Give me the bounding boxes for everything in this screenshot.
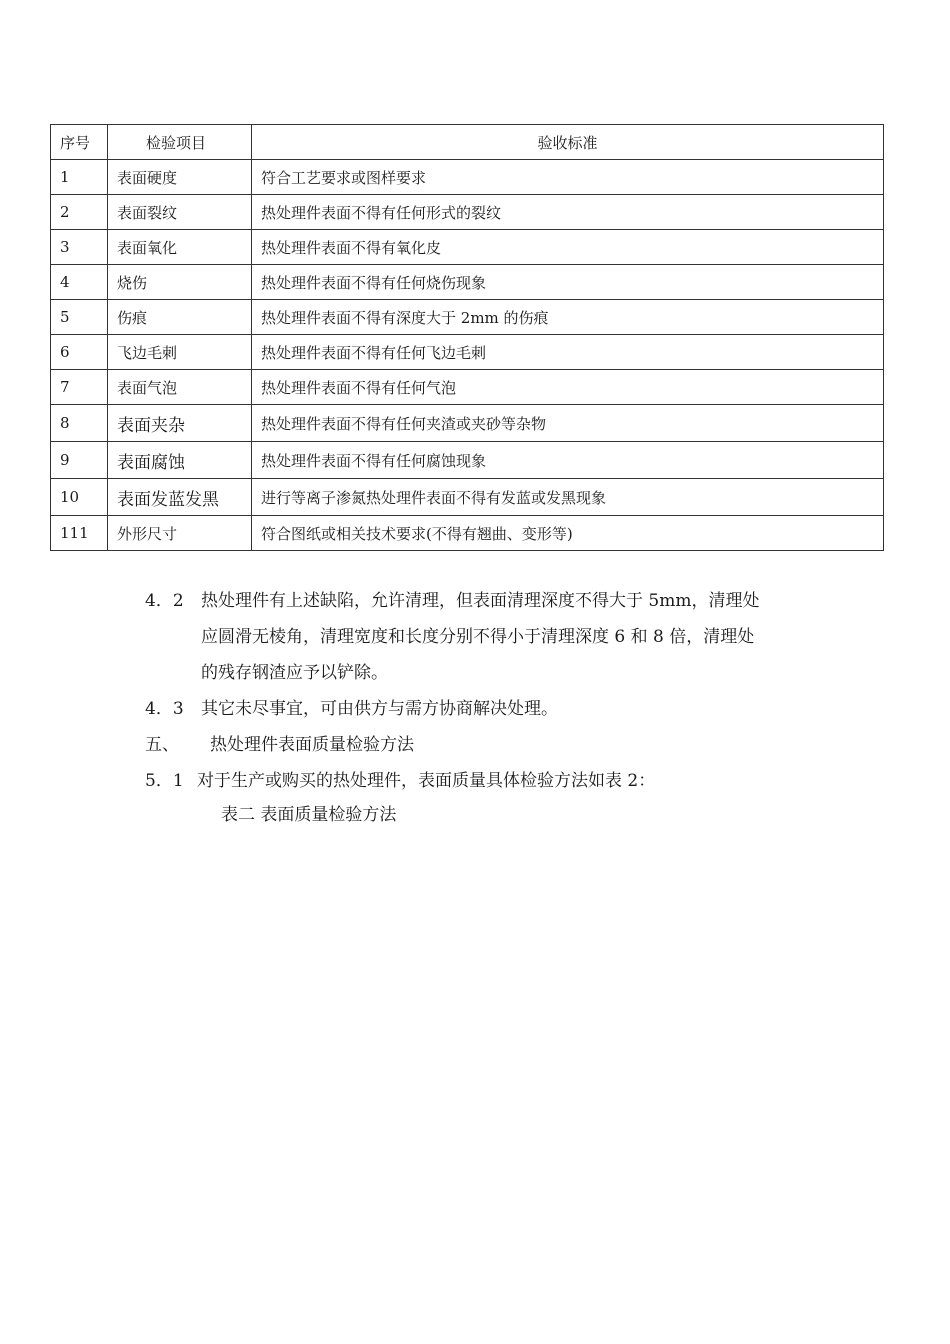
cell-standard: 热处理件表面不得有任何飞边毛刺 bbox=[252, 335, 884, 370]
table-row bbox=[51, 405, 884, 442]
cell-no: 2 bbox=[51, 195, 108, 230]
clause-4-2 bbox=[145, 583, 759, 691]
table-row bbox=[51, 370, 884, 405]
clause-5-1 bbox=[145, 763, 655, 799]
cell-item: 表面腐蚀 bbox=[108, 442, 252, 479]
clause-text: 对于生产或购买的热处理件，表面质量具体检验方法如表 2： bbox=[197, 771, 656, 791]
cell-standard: 热处理件表面不得有任何烧伤现象 bbox=[252, 265, 884, 300]
table-row bbox=[51, 195, 884, 230]
clause-text-line: 应圆滑无棱角，清理宽度和长度分别不得小于清理深度 6 和 8 倍，清理处 bbox=[201, 627, 755, 647]
cell-no: 10 bbox=[51, 479, 108, 516]
cell-no: 5 bbox=[51, 300, 108, 335]
cell-no: 111 bbox=[51, 516, 108, 551]
cell-item: 表面发蓝发黑 bbox=[108, 479, 252, 516]
header-inspection-item: 检验项目 bbox=[108, 125, 252, 160]
inspection-standard-table bbox=[50, 124, 884, 551]
cell-no: 9 bbox=[51, 442, 108, 479]
cell-standard: 热处理件表面不得有任何形式的裂纹 bbox=[252, 195, 884, 230]
table-header-row bbox=[51, 125, 884, 160]
cell-item: 表面夹杂 bbox=[108, 405, 252, 442]
clause-number: 5．1 bbox=[145, 771, 184, 791]
table-row bbox=[51, 265, 884, 300]
cell-item: 烧伤 bbox=[108, 265, 252, 300]
cell-standard: 进行等离子渗氮热处理件表面不得有发蓝或发黑现象 bbox=[252, 479, 884, 516]
clause-number: 4．2 bbox=[145, 591, 184, 611]
cell-no: 8 bbox=[51, 405, 108, 442]
clause-4-3 bbox=[145, 691, 558, 727]
cell-standard: 热处理件表面不得有任何夹渣或夹砂等杂物 bbox=[252, 405, 884, 442]
section-number: 五、 bbox=[145, 735, 179, 755]
header-serial-no: 序号 bbox=[51, 125, 108, 160]
cell-standard: 符合工艺要求或图样要求 bbox=[252, 160, 884, 195]
cell-no: 7 bbox=[51, 370, 108, 405]
cell-item: 伤痕 bbox=[108, 300, 252, 335]
cell-item: 表面裂纹 bbox=[108, 195, 252, 230]
table-row bbox=[51, 516, 884, 551]
table-row bbox=[51, 300, 884, 335]
cell-no: 4 bbox=[51, 265, 108, 300]
table-row bbox=[51, 442, 884, 479]
clause-text: 其它未尽事宜，可由供方与需方协商解决处理。 bbox=[201, 699, 558, 719]
cell-item: 表面氧化 bbox=[108, 230, 252, 265]
cell-no: 6 bbox=[51, 335, 108, 370]
cell-item: 外形尺寸 bbox=[108, 516, 252, 551]
clause-number: 4．3 bbox=[145, 699, 184, 719]
cell-standard: 热处理件表面不得有任何腐蚀现象 bbox=[252, 442, 884, 479]
cell-standard: 热处理件表面不得有深度大于 2mm 的伤痕 bbox=[252, 300, 884, 335]
table-row bbox=[51, 335, 884, 370]
cell-item: 飞边毛刺 bbox=[108, 335, 252, 370]
table-row bbox=[51, 479, 884, 516]
cell-no: 1 bbox=[51, 160, 108, 195]
header-acceptance-standard: 验收标准 bbox=[252, 125, 884, 160]
cell-standard: 热处理件表面不得有任何气泡 bbox=[252, 370, 884, 405]
clause-text-line: 的残存钢渣应予以铲除。 bbox=[201, 663, 388, 683]
cell-standard: 热处理件表面不得有氧化皮 bbox=[252, 230, 884, 265]
cell-no: 3 bbox=[51, 230, 108, 265]
cell-standard: 符合图纸或相关技术要求(不得有翘曲、变形等) bbox=[252, 516, 884, 551]
table-row bbox=[51, 160, 884, 195]
section-title: 热处理件表面质量检验方法 bbox=[210, 735, 414, 755]
clause-text-line: 热处理件有上述缺陷，允许清理，但表面清理深度不得大于 5mm，清理处 bbox=[201, 591, 760, 611]
cell-item: 表面气泡 bbox=[108, 370, 252, 405]
table-caption: 表二 表面质量检验方法 bbox=[221, 805, 397, 825]
cell-item: 表面硬度 bbox=[108, 160, 252, 195]
table-row bbox=[51, 230, 884, 265]
section-5-heading bbox=[145, 727, 414, 763]
